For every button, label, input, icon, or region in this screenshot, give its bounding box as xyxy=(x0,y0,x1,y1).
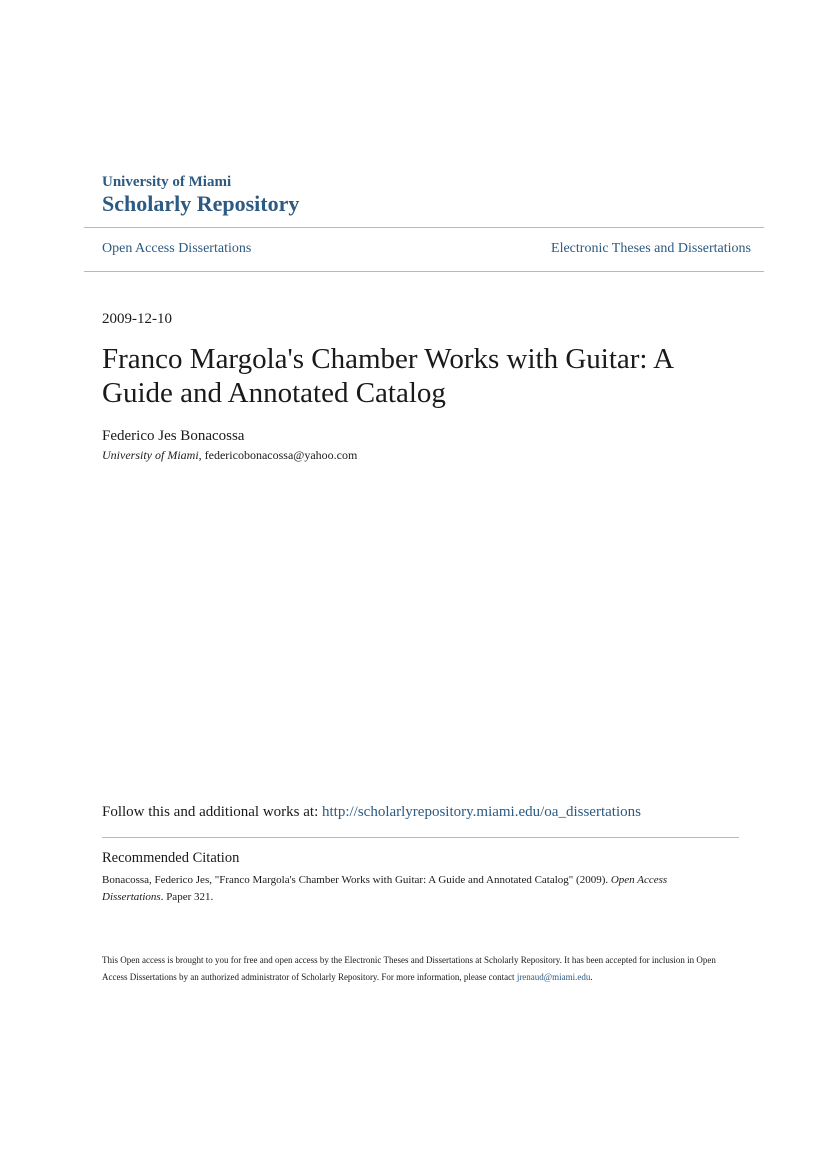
institution-name: University of Miami xyxy=(102,174,232,190)
author-affiliation: University of Miami, federicobonacossa@yahoo.com xyxy=(102,448,358,462)
citation-divider xyxy=(102,837,739,838)
access-notice xyxy=(102,952,742,986)
affiliation-name: University of Miami xyxy=(102,448,199,462)
notice-text: This Open access is brought to you for free and open access by the Electronic Theses and Dissertations at Scholarly Repository. It has been accepted for inclusion in Open Access Dissertations by an authorized administrator of Scholarly Repository. For more information, please contact xyxy=(102,955,716,982)
community-link[interactable]: Electronic Theses and Dissertations xyxy=(551,241,751,256)
follow-line xyxy=(102,804,641,821)
author-name: Federico Jes Bonacossa xyxy=(102,428,245,444)
citation-prefix: Bonacossa, Federico Jes, "Franco Margola's Chamber Works with Guitar: A Guide and Annotated Catalog" (2009). xyxy=(102,874,609,886)
repository-name[interactable]: Scholarly Repository xyxy=(102,191,300,216)
citation-heading: Recommended Citation xyxy=(102,850,240,866)
citation-text xyxy=(102,872,722,906)
citation-journal: Open Access Dissertations xyxy=(102,874,668,903)
follow-url-link[interactable]: http://scholarlyrepository.miami.edu/oa_dissertations xyxy=(321,804,641,820)
header-top-divider xyxy=(84,227,764,228)
citation-suffix: . Paper 321. xyxy=(160,891,214,903)
follow-label: Follow this and additional works at: xyxy=(102,804,319,820)
collection-link[interactable]: Open Access Dissertations xyxy=(102,241,252,256)
notice-end: . xyxy=(590,972,593,982)
author-email: federicobonacossa@yahoo.com xyxy=(204,448,358,462)
header-bottom-divider xyxy=(84,271,764,272)
publication-date: 2009-12-10 xyxy=(102,311,172,327)
contact-email-link[interactable]: jrenaud@miami.edu xyxy=(516,972,591,982)
document-title: Franco Margola's Chamber Works with Guitar: A Guide and Annotated Catalog xyxy=(102,343,673,409)
